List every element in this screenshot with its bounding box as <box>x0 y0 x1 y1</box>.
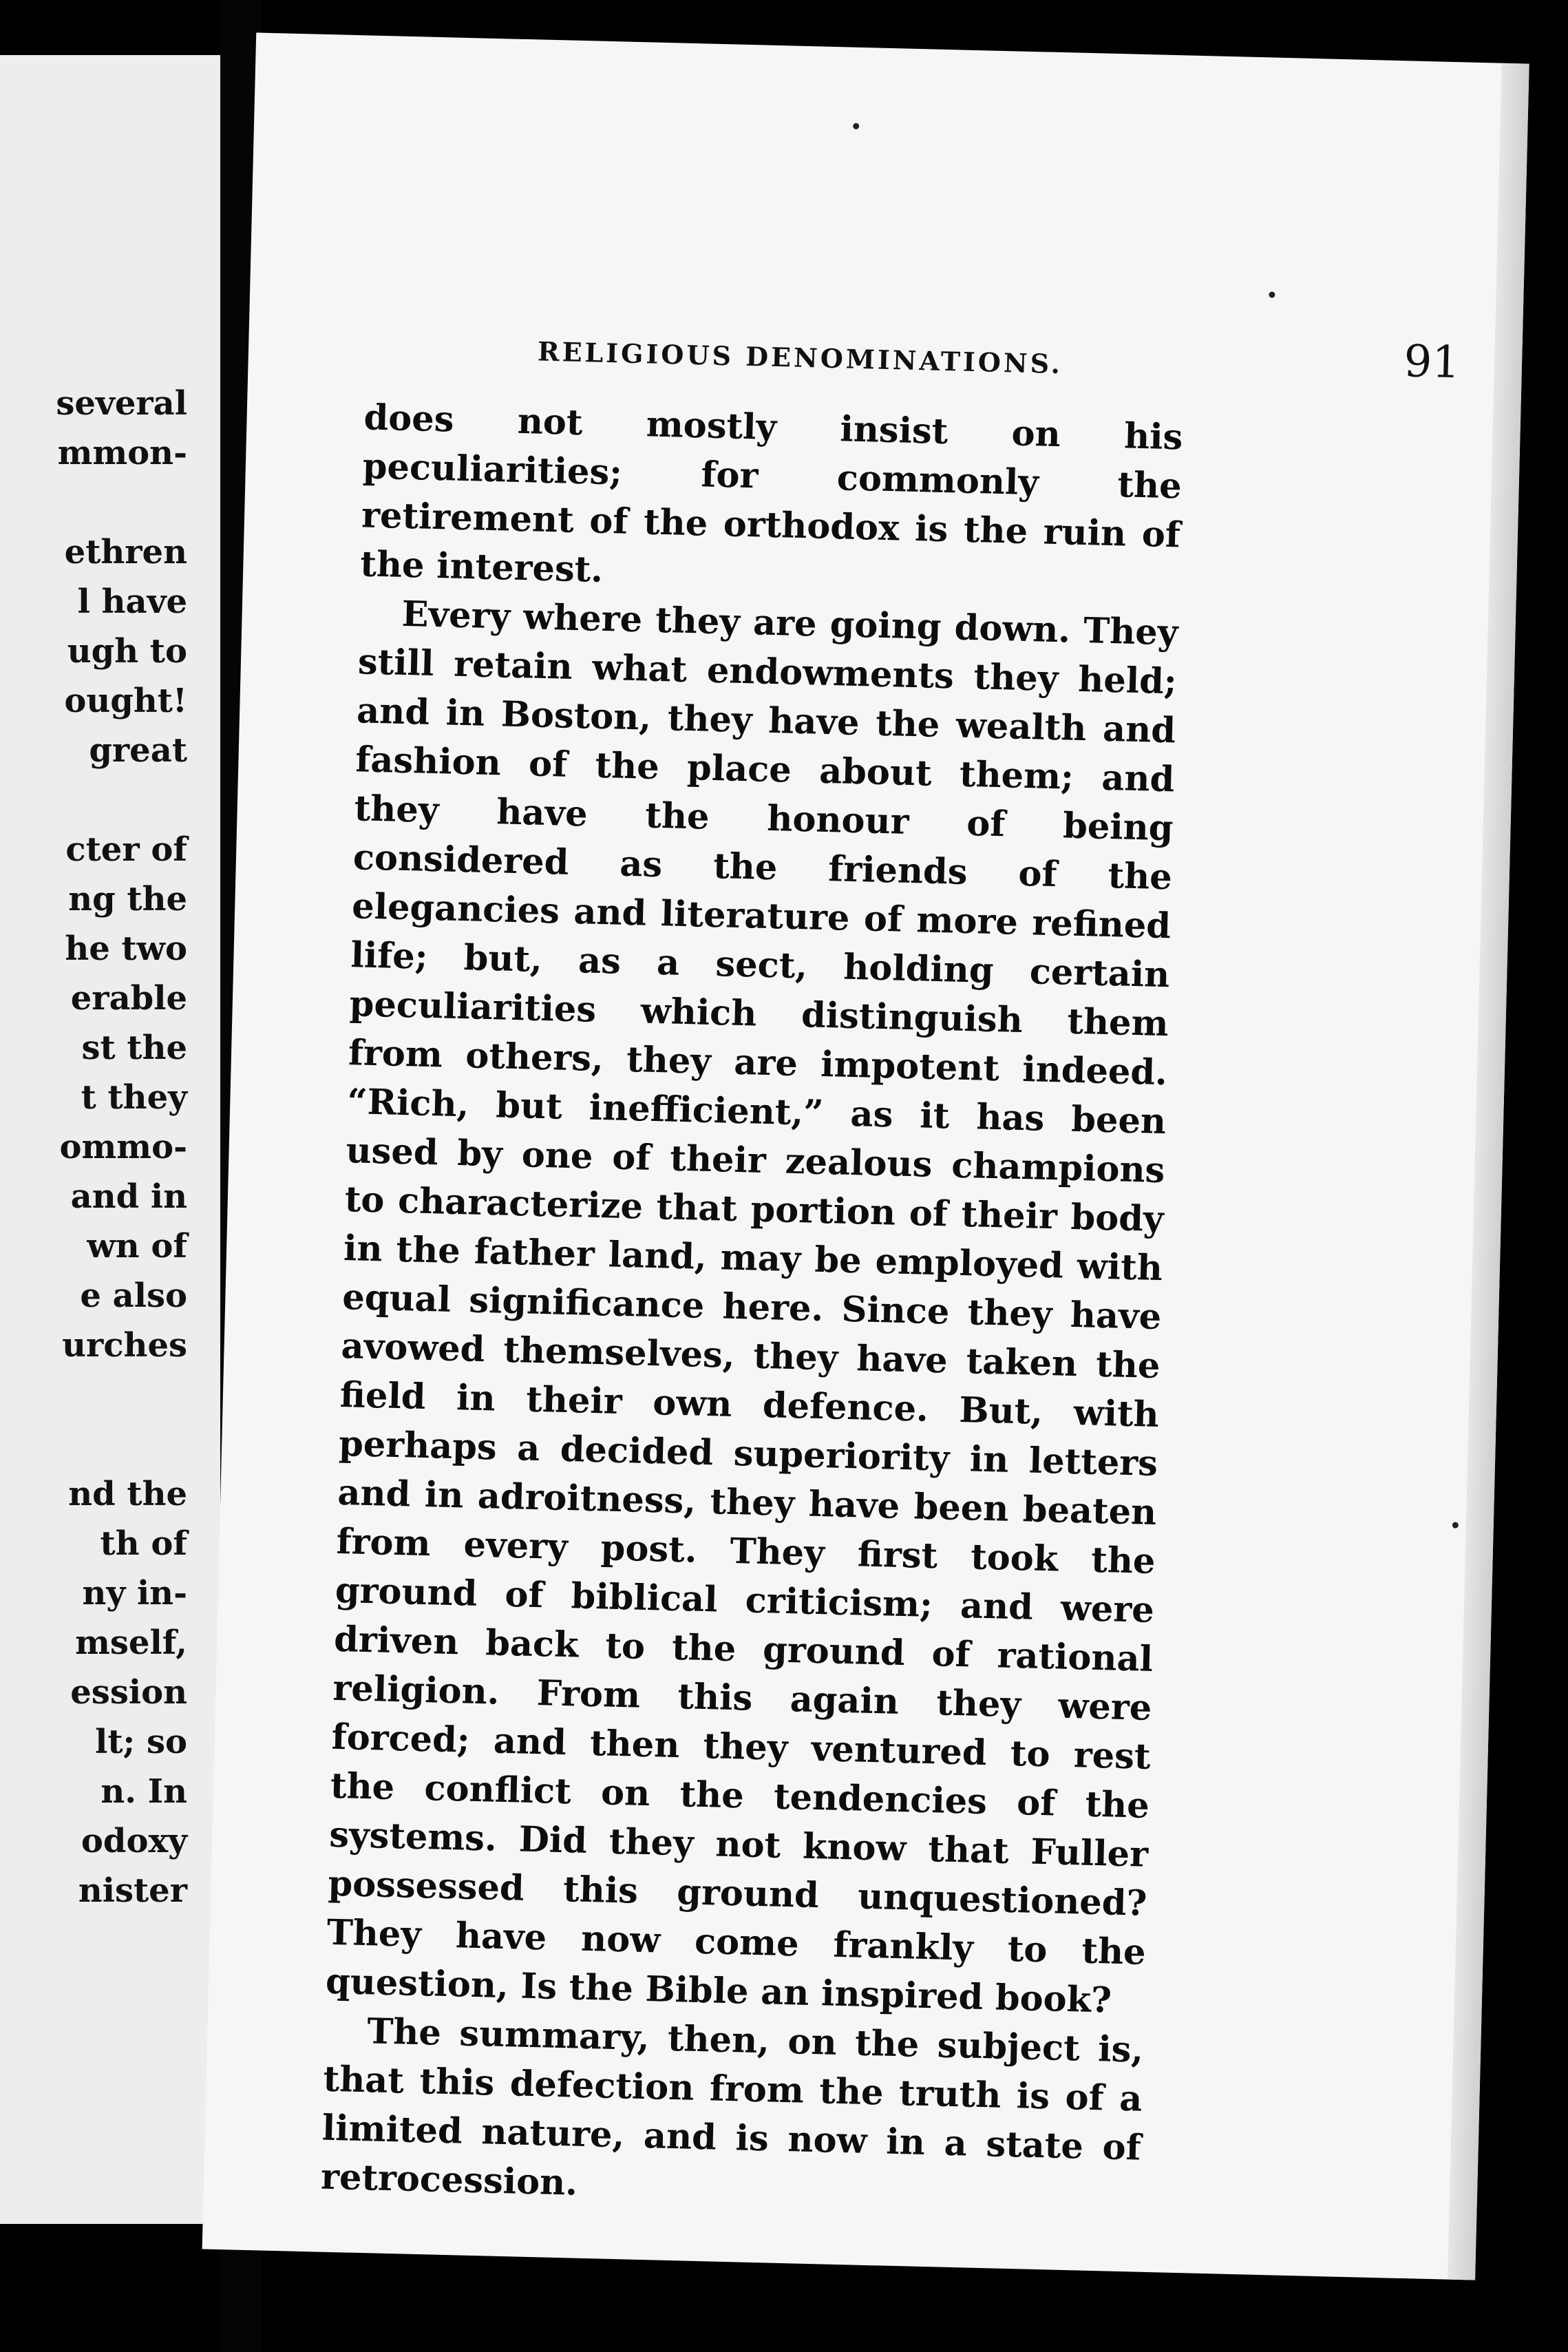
page-header <box>537 315 1461 400</box>
page-number: 91 <box>1403 336 1461 389</box>
facing-page-line: n. In <box>100 1772 187 1811</box>
facing-page-line: ng the <box>68 880 187 918</box>
facing-page-line: nd the <box>68 1475 187 1513</box>
facing-page-line <box>0 1420 187 1469</box>
book-page <box>202 32 1529 2280</box>
facing-page-line: ugh to <box>67 632 187 671</box>
paragraph: does not mostly insist on his peculiarities; for commonly the retirement of the orthodox is the ruin of the interest. <box>359 397 1184 591</box>
facing-page-line <box>0 775 187 825</box>
facing-page-line: e also <box>80 1277 187 1315</box>
facing-page-line: ny in- <box>82 1574 187 1613</box>
facing-page-line: th of <box>100 1524 187 1563</box>
facing-page-line: ethren <box>64 533 187 571</box>
facing-page-line: odoxy <box>81 1822 187 1860</box>
facing-page-line: great <box>89 731 187 770</box>
running-head: RELIGIOUS DENOMINATIONS. <box>537 335 1063 380</box>
facing-page-line: wn of <box>87 1227 187 1266</box>
ink-speck <box>853 123 859 129</box>
facing-page-line: nister <box>78 1871 187 1910</box>
facing-page-line: cter of <box>65 830 187 869</box>
page-body <box>320 393 1183 2221</box>
facing-page-line <box>0 1370 187 1420</box>
facing-page-line: erable <box>70 979 187 1018</box>
ink-speck <box>1269 291 1275 297</box>
facing-page-line: t they <box>81 1078 187 1117</box>
facing-page-line: mmon- <box>57 434 187 472</box>
facing-page-line: ession <box>70 1673 187 1712</box>
facing-page-line: ommo- <box>59 1128 187 1166</box>
facing-page-line: l have <box>77 582 187 621</box>
paragraph: Every where they are going down. They still retain what endowments they held; and in Boston, they have the wealth and fashion of the place about them; and they have the honour of being considered as the friends of the elegancies and literature of more refined life; but, as a sect, holding certain peculiarities which distinguish them from others, they are impotent indeed. “Rich, but inefficient,” as it has been used by one of their zealous champions to characterize that portion of their body in the father land, may be employed with equal significance here. Since they have avowed themselves, they have taken the field in their own defence. But, with perhaps a decided superiority in letters and in adroitness, they have been beaten from every post. They first took the ground of biblical criticism; and were driven back to the ground of rational religion. From this again they were forced; and then they ventured to rest the conflict on the tendencies of the systems. Did they not know that Fuller possessed this ground unquestioned? They have now come frankly to the question, Is the Bible an inspired book? <box>325 593 1179 2022</box>
facing-page <box>0 55 220 2224</box>
facing-page-line: urches <box>62 1326 187 1365</box>
ink-speck <box>1452 1522 1459 1529</box>
facing-page-line: st the <box>81 1029 187 1067</box>
facing-page-text <box>0 379 187 1915</box>
facing-page-line: several <box>56 384 187 423</box>
paragraph: The summary, then, on the subject is, that this defection from the truth is of a limited nature, and is now in a state of retrocession. <box>320 2010 1144 2204</box>
facing-page-line <box>0 478 187 527</box>
facing-page-line: he two <box>65 930 187 968</box>
facing-page-line: mself, <box>75 1624 187 1662</box>
facing-page-line: lt; so <box>95 1723 187 1761</box>
page-edge <box>1448 63 1529 2280</box>
facing-page-line: and in <box>70 1177 187 1216</box>
facing-page-line: ought! <box>64 682 187 720</box>
